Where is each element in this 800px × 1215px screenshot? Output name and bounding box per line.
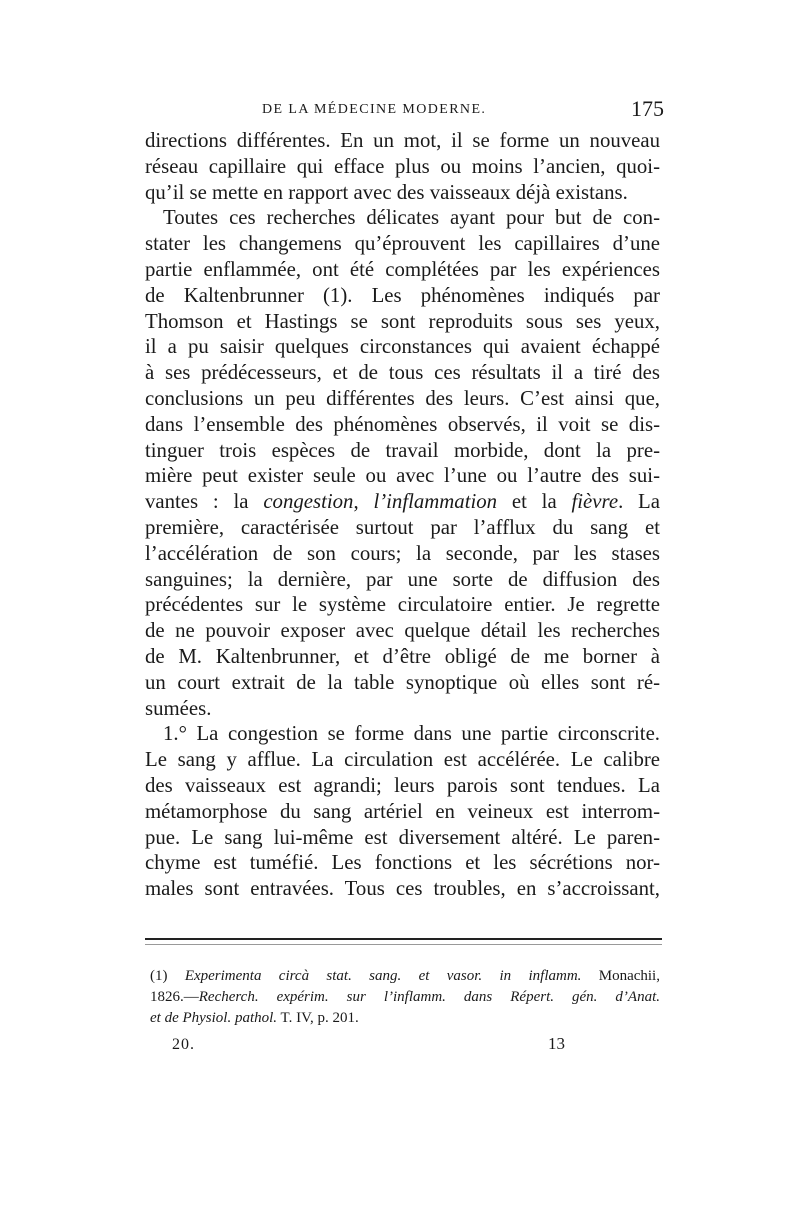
text-run: ,	[353, 490, 374, 514]
footnote-line	[150, 987, 660, 1008]
text-line: première, caractérisée surtout par l’afflux du sang et	[145, 515, 660, 539]
text-line: directions différentes. En un mot, il se forme un nouveau	[145, 129, 660, 152]
text-line: à ses prédécesseurs, et de tous ces résultats il a tiré des	[145, 361, 660, 385]
footnote-volume: T. IV, p. 201.	[277, 1010, 359, 1026]
text-line: de M. Kaltenbrunner, et d’être obligé de me borner à	[145, 644, 660, 668]
text-line: Thomson et Hastings se sont reproduits sous ses yeux,	[145, 309, 660, 333]
footnote-line	[150, 966, 660, 987]
footnote-year: 1826.—	[150, 989, 199, 1005]
text-line: des vaisseaux est agrandi; leurs parois sont tendues. La	[145, 773, 660, 797]
text-line: 1.° La congestion se forme dans une partie circonscrite.	[163, 722, 660, 746]
text-line: conclusions un peu différentes des leurs. C’est ainsi que,	[145, 386, 660, 410]
text-line: stater les changemens qu’éprouvent les capillaires d’une	[145, 232, 660, 256]
text-line: précédentes sur le système circulatoire entier. Je regrette	[145, 593, 660, 617]
text-line: mière peut exister seule ou avec l’une ou l’autre des sui-	[145, 464, 660, 488]
signature-mark-left: 20.	[172, 1036, 195, 1053]
text-line: de ne pouvoir exposer avec quelque détail les recherches	[145, 619, 660, 643]
text-line: de Kaltenbrunner (1). Les phénomènes indiqués par	[145, 283, 660, 307]
text-line: qu’il se mette en rapport avec des vaisseaux déjà existans.	[145, 180, 628, 204]
text-line: chyme est tuméfié. Les fonctions et les sécrétions nor-	[145, 851, 660, 875]
footnote-reference: Recherch. expérim. sur l’inflamm. dans Répert. gén. d’Anat.	[198, 989, 660, 1005]
footnote-line	[150, 1008, 660, 1029]
footnote	[150, 966, 660, 1029]
paragraph-1	[145, 128, 660, 205]
running-head	[150, 96, 664, 124]
text-line: il a pu saisir quelques circonstances qui avaient échappé	[145, 335, 660, 359]
text-line: sanguines; la dernière, par une sorte de diffusion des	[145, 567, 660, 591]
text-line: réseau capillaire qui efface plus ou moins l’ancien, quoi-	[145, 154, 660, 178]
text-line: sumées.	[145, 696, 212, 720]
text-line: dans l’ensemble des phénomènes observés, il voit se dis-	[145, 412, 660, 436]
signature-mark-right: 13	[548, 1034, 565, 1053]
page-number: 175	[631, 96, 664, 121]
text-line: pue. Le sang lui-même est diversement altéré. Le paren-	[145, 825, 660, 849]
footnote-marker: (1)	[150, 968, 185, 984]
text-line: un court extrait de la table synoptique où elles sont ré-	[145, 670, 660, 694]
paragraph-2	[145, 205, 660, 721]
italic-term-fievre: fièvre	[571, 490, 619, 514]
text-line: males sont entravées. Tous ces troubles, en s’accroissant,	[145, 877, 660, 901]
footnote-title: Experimenta circà stat. sang. et vasor. in inflamm.	[184, 968, 582, 984]
paragraph-3	[145, 721, 660, 902]
italic-term-congestion: congestion	[263, 490, 354, 514]
text-line: métamorphose du sang artériel en veineux est interrom-	[145, 799, 660, 823]
footnote-journal: et de Physiol. pathol.	[150, 1010, 278, 1026]
text-line: tinguer trois espèces de travail morbide, dont la pre-	[145, 438, 660, 462]
footnote-rule	[145, 938, 662, 940]
body-text	[145, 128, 660, 902]
footnote-rule-thin	[145, 944, 662, 945]
text-line: Toutes ces recherches délicates ayant pour but de con-	[163, 206, 660, 230]
text-line: l’accélération de son cours; la seconde, par les stases	[145, 541, 660, 565]
text-run: . La	[618, 490, 660, 514]
text-line: partie enflammée, ont été complétées par les expériences	[145, 257, 660, 281]
footnote-place: Monachii,	[581, 968, 660, 984]
text-run: vantes : la	[145, 490, 264, 514]
text-run: et la	[497, 490, 572, 514]
text-line-with-italics	[145, 489, 660, 515]
text-line: Le sang y afflue. La circulation est accélérée. Le calibre	[145, 748, 660, 772]
running-title: DE LA MÉDECINE MODERNE.	[262, 102, 487, 117]
italic-term-inflammation: l’inflammation	[373, 490, 498, 514]
